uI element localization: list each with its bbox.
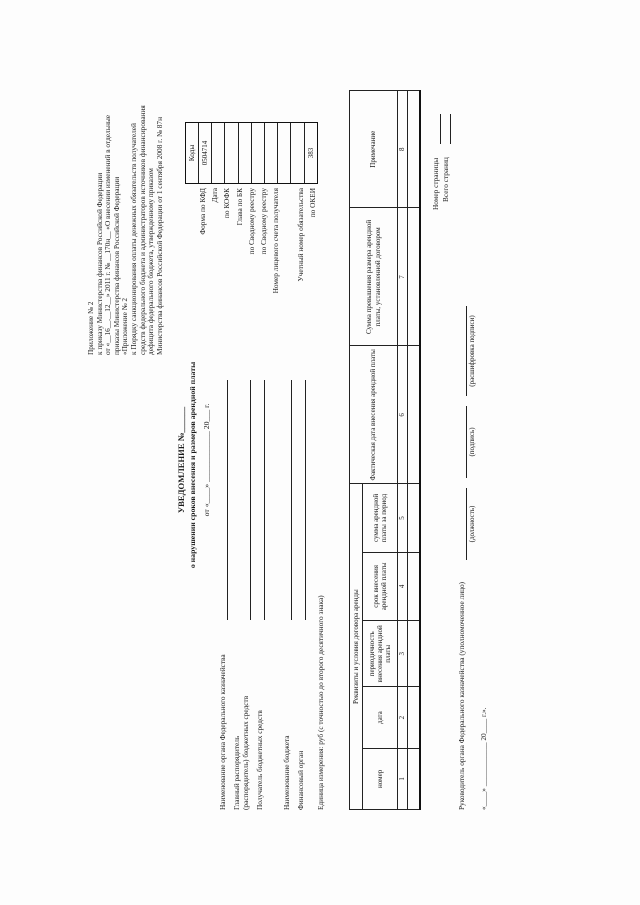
fill-line <box>242 380 251 620</box>
fill-line <box>297 380 306 620</box>
fill-line <box>432 114 441 144</box>
caption-position: (должность) <box>468 505 476 543</box>
signature-line <box>458 488 467 560</box>
col-header-number: номер <box>363 748 398 809</box>
total-pages-label: Всего страниц <box>441 157 450 202</box>
table-cell <box>408 484 421 552</box>
code-cell <box>278 123 291 183</box>
col-header-deadline: срок внесения арендной платы <box>363 552 398 620</box>
table-group-header: Реквизиты и условия договора аренды <box>350 484 363 810</box>
caption-sign: (подпись) <box>468 427 476 457</box>
signature-line <box>458 406 467 478</box>
codes-box <box>185 122 318 184</box>
code-label: Номер лицевого счета получателя <box>271 188 281 294</box>
label-unit: Единица измерения: руб (с точностью до второго десятичного знака) <box>316 595 325 810</box>
fill-line <box>219 380 228 620</box>
col-number: 5 <box>398 484 408 552</box>
fill-line <box>442 114 451 144</box>
col-number: 1 <box>398 748 408 809</box>
code-label: по КОФК <box>222 188 232 219</box>
code-cell: 383 <box>306 147 315 159</box>
table-cell <box>408 748 421 809</box>
col-number: 2 <box>398 687 408 748</box>
col-number: 6 <box>398 346 408 484</box>
rent-violation-table <box>349 90 421 810</box>
col-number: 7 <box>398 208 408 346</box>
appendix-line: приказы Министерства финансов Российской Федерации <box>111 176 121 355</box>
col-number: 3 <box>398 621 408 687</box>
fill-line <box>283 380 292 620</box>
appendix-line: средств федерального бюджета и администраторов источников финансирования <box>137 105 147 355</box>
code-cell <box>239 123 252 183</box>
code-cell <box>212 123 225 183</box>
col-header-excess-sum: Сумма превышения размера арендной платы, установленной договором <box>350 208 398 346</box>
signature-date: «____» ____________ 20____ г.». <box>479 707 488 810</box>
appendix-line: от «__16__.__12__» 2011 г. № __170н__ «О внесении изменений в отдельные <box>103 114 113 355</box>
col-header-note: Примечание <box>350 91 398 209</box>
appendix-line: Приложение № 2 <box>86 301 95 355</box>
col-header-periodicity: периодичность внесения арендной платы <box>363 621 398 687</box>
code-label: по Сводному реестру <box>246 188 256 255</box>
label-manager-sub: (распорядитель) бюджетных средств <box>241 695 250 810</box>
table-cell <box>408 552 421 620</box>
col-header-sum: сумма арендной платы за период <box>363 484 398 552</box>
appendix-header <box>87 90 164 355</box>
code-cell <box>291 123 304 183</box>
page-number-label: Номер страницы <box>431 157 440 210</box>
signature-line <box>458 306 467 396</box>
col-header-date: дата <box>363 687 398 748</box>
signature-head-label: Руководитель органа Федерального казначейства (уполномоченное лицо) <box>457 581 466 810</box>
col-number: 8 <box>398 91 408 209</box>
code-labels <box>197 188 319 362</box>
code-label: по ОКЕИ <box>307 188 317 218</box>
code-cell <box>225 123 238 183</box>
rotated-form-page <box>87 90 557 810</box>
table-cell <box>408 687 421 748</box>
table-cell <box>408 91 421 209</box>
fill-line <box>256 380 265 620</box>
code-label: Дата <box>210 188 220 203</box>
document-date-line: от «____» _____________ 20___ г. <box>202 403 211 517</box>
table-cell <box>408 346 421 484</box>
label-finance-body: Финансовый орган <box>296 750 305 810</box>
appendix-line: «Приложение № 2 <box>120 297 130 355</box>
code-label: Глава по БК <box>234 188 244 226</box>
code-label: по Сводному реестру <box>258 188 268 255</box>
appendix-line: к Порядку санкционирования оплаты денежных обязательств получателей <box>129 123 139 355</box>
appendix-line: к приказу Министерства финансов Российской Федерации <box>94 172 104 355</box>
code-label <box>282 188 294 362</box>
code-cell: 0504714 <box>199 123 212 183</box>
document-title: УВЕДОМЛЕНИЕ №______ <box>176 406 186 514</box>
col-header-actual-date: Фактическая дата внесения арендной платы <box>350 346 398 484</box>
codes-header: Коды <box>186 123 199 183</box>
table-cell <box>408 621 421 687</box>
caption-decode: (расшифровка подписи) <box>468 315 476 387</box>
label-budget-name: Наименование бюджета <box>282 735 291 810</box>
code-label: Учетный номер обязательства <box>295 188 305 282</box>
appendix-line: Министерства финансов Российской Федерации от 1 сентября 2008 г. № 87н <box>154 117 164 355</box>
document-subtitle: о нарушении сроков внесения и размеров арендной платы <box>188 361 197 569</box>
label-recipient: Получатель бюджетных средств <box>255 710 264 810</box>
label-treasury-body: Наименование органа Федерального казначейства <box>218 654 227 810</box>
code-cell <box>265 123 278 183</box>
label-main-manager: Главный распорядитель <box>232 735 241 810</box>
appendix-line: дефицита федерального бюджета, утвержденному приказом <box>146 168 156 355</box>
table-cell <box>408 208 421 346</box>
col-number: 4 <box>398 552 408 620</box>
code-cell <box>252 123 265 183</box>
code-label: Форма по КФД <box>198 188 207 235</box>
